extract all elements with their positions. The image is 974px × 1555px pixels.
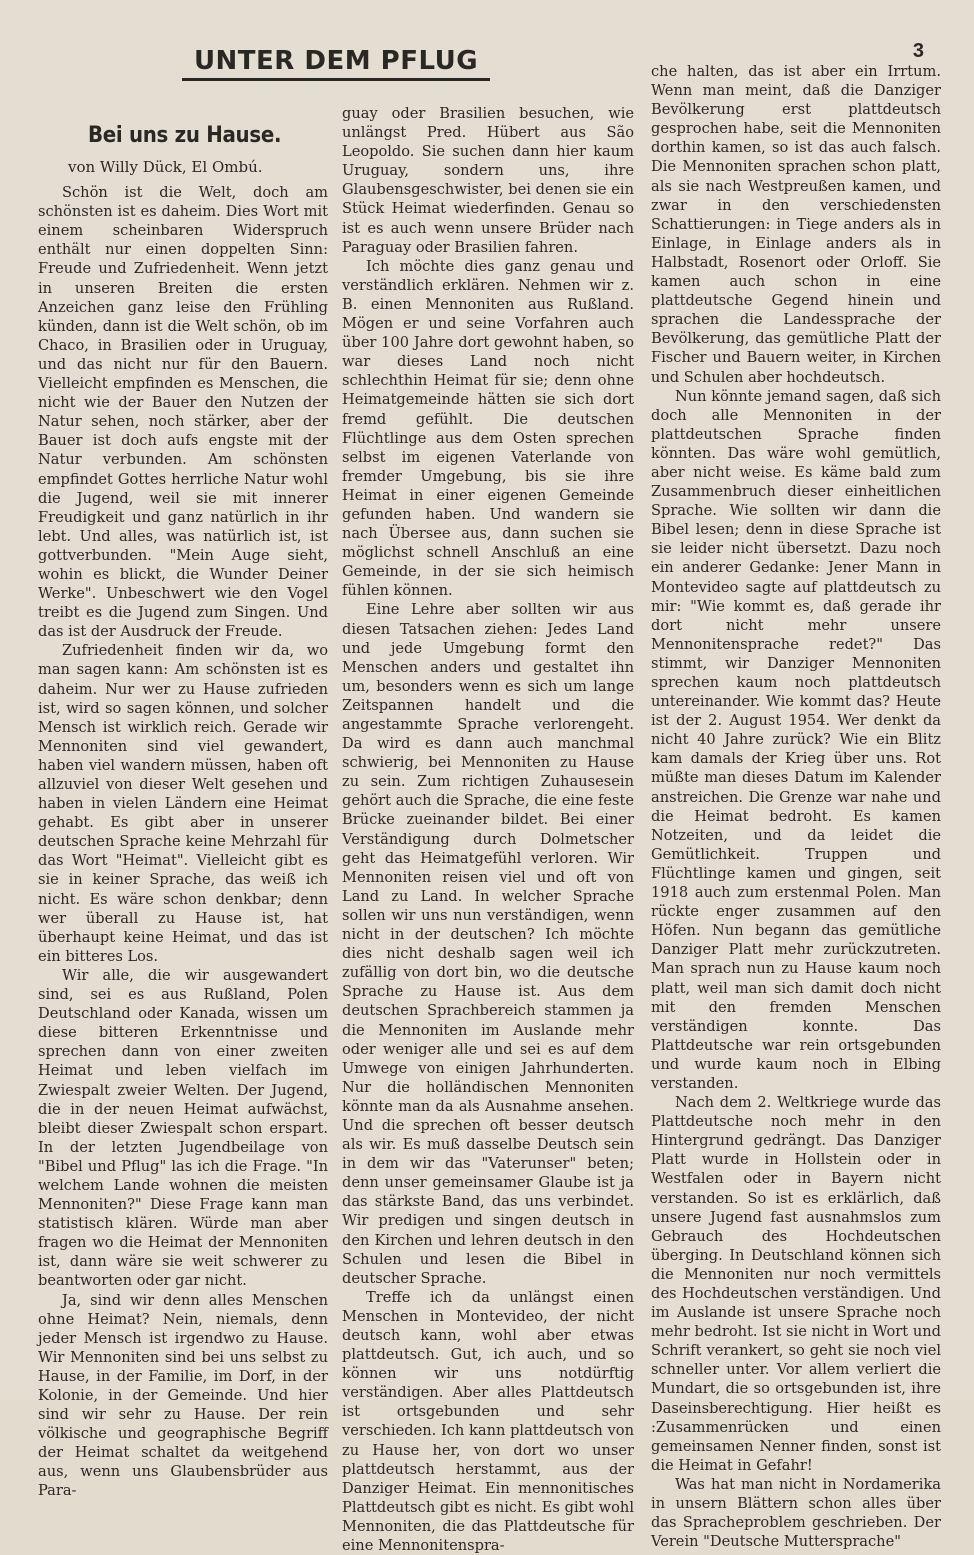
byline: von Willy Dück, El Ombú. — [68, 158, 263, 176]
column-3 — [651, 62, 941, 1551]
paragraph: guay oder Brasilien besuchen, wie unlängst Pred. Hübert aus São Leopoldo. Sie suchen dann hier kaum Uruguay, sondern uns, ihre Glaubensgeschwister, bei denen sie ein Stück Heimat wiederfinden. Genau so ist es auch wenn unsere Brüder nach Paraguay oder Brasilien fahren. — [342, 105, 634, 256]
paragraph: che halten, das ist aber ein Irrtum. Wenn man meint, daß die Danziger Bevölkerung erst plattdeutsch gesprochen habe, seit die Mennoniten dorthin kamen, so ist das auch falsch. Die Mennoniten sprachen schon platt, als sie nach Westpreußen kamen, und zwar in den verschiedensten Schattierungen: in Tiege anders als in Einlage, in Einlage anders als in Halbstadt, Rosenort oder Orloff. Sie kamen auch schon in eine plattdeutsche Gegend hinein und sprachen die Landessprache der Bevölkerung, das gemütliche Platt der Fischer und Bauern weiter, in Kirchen und Schulen aber hochdeutsch. — [651, 63, 941, 386]
paragraph: Zufriedenheit finden wir da, wo man sagen kann: Am schönsten ist es daheim. Nur wer zu Hause zufrieden ist, wird so sagen können, und solcher Mensch ist wirklich reich. Gerade wir Mennoniten sind viel gewandert, haben viel wandern müssen, haben oft allzuviel von dieser Welt gesehen und haben in vielen Ländern eine Heimat gehabt. Es gibt aber in unserer deutschen Sprache keine Mehrzahl für das Wort "Heimat". Vielleicht gibt es sie in keiner Sprache, das weiß ich nicht. Es wäre schon denkbar; denn wer überall zu Hause ist, hat überhaupt keine Heimat, und das ist ein bitteres Los. — [38, 642, 328, 965]
masthead: UNTER DEM PFLUG — [182, 46, 490, 81]
column-1 — [38, 114, 328, 1501]
paragraph: Schön ist die Welt, doch am schönsten ist es daheim. Dies Wort mit einem scheinbaren Widerspruch enthält nur einen doppelten Sinn: Freude und Zufriedenheit. Wenn jetzt in unseren Breiten die ersten Anzeichen ganz leise den Frühling künden, dann ist die Welt schön, ob im Chaco, in Brasilien oder in Uruguay, und das nicht nur für den Bauern. Vielleicht empfinden es Menschen, die nicht wie der Bauer den Nutzen der Natur sehen, noch stärker, aber der Bauer ist doch aufs engste mit der Natur verbunden. Am schönsten empfindet Gottes herrliche Natur wohl die Jugend, weil sie mit innerer Freudigkeit und ganz natürlich in ihr lebt. Und alles, was natürlich ist, ist gottverbunden. "Mein Auge sieht, wohin es blickt, die Wunder Deiner Werke". Unbeschwert wie den Vogel treibt es die Jugend zum Singen. Und das ist der Ausdruck der Freude. — [38, 184, 328, 641]
paragraph: Was hat man nicht in Nordamerika in unsern Blättern schon alles über das Spracheproblem geschrieben. Der Verein "Deutsche Muttersprache" — [651, 1475, 941, 1551]
paragraph: Eine Lehre aber sollten wir aus diesen Tatsachen ziehen: Jedes Land und jede Umgebung formt den Menschen anders und gestaltet ihn um, besonders wenn es sich um lange Zeitspannen handelt und die angestammte Sprache verlorengeht. Da wird es dann auch manchmal schwierig, bei Mennoniten zu Hause zu sein. Zum richtigen Zuhausesein gehört auch die Sprache, die eine feste Brücke zueinander bildet. Bei einer Verständigung durch Dolmetscher geht das Heimatgefühl verloren. Wir Mennoniten reisen viel und oft von Land zu Land. In welcher Sprache sollen wir uns nun verständigen, wenn nicht in der deutschen? Ich möchte dies nicht deshalb sagen weil ich zufällig von dort bin, wo die deutsche Sprache zu Hause ist. Aus dem deutschen Sprachbereich stammen ja die Mennoniten im Auslande mehr oder weniger alle und sei es auf dem Umwege von einigen Jahrhunderten. Nur die holländischen Mennoniten könnte man da als Ausnahme ansehen. Und die sprechen oft besser deutsch als wir. Es muß dasselbe Deutsch sein in dem wir das "Vaterunser" beten; denn unser gemeinsamer Glaube ist ja das stärkste Band, das uns verbindet. Wir predigen und singen deutsch in den Kirchen und lehren deutsch in den Schulen und lesen die Bibel in deutscher Sprache. — [342, 601, 634, 1287]
article-title: Bei uns zu Hause. — [88, 123, 282, 148]
page-number: 3 — [912, 40, 924, 62]
paragraph: Nun könnte jemand sagen, daß sich doch alle Mennoniten in der plattdeutschen Sprache finden könnten. Das wäre wohl gemütlich, aber nicht weise. Es käme bald zum Zusammenbruch dieser einheitlichen Sprache. Wie sollten wir dann die Bibel lesen; denn in diese Sprache ist sie leider nicht übersetzt. Dazu noch ein anderer Gedanke: Jener Mann in Montevideo sagte auf plattdeutsch zu mir: "Wie kommt es, daß gerade ihr dort nicht mehr unsere Mennonitensprache redet?" Das stimmt, wir Danziger Mennoniten sprechen kaum noch plattdeutsch untereinander. Wie kommt das? Heute ist der 2. August 1954. Wer denkt da nicht 40 Jahre zurück? Wie ein Blitz kam damals der Krieg über uns. Rot müßte man dieses Datum im Kalender anstreichen. Die Grenze war nahe und die Heimat bedroht. Es kamen Notzeiten, und da leidet die Gemütlichkeit. Truppen und Flüchtlinge kamen und gingen, seit 1918 auch zum erstenmal Polen. Man rückte enger zusammen auf den Höfen. Nun begann das gemütliche Danziger Platt mehr zurückzutreten. Man sprach nun zu Hause kaum noch platt, weil man sich damit doch nicht mit den fremden Menschen verständigen konnte. Das Plattdeutsche war rein ortsgebunden und wurde kaum noch in Elbing verstanden. — [651, 387, 941, 1092]
paragraph: Nach dem 2. Weltkriege wurde das Plattdeutsche noch mehr in den Hintergrund gedrängt. Das Danziger Platt wurde in Hollstein oder in Westfalen oder in Bayern nicht verstanden. So ist es erklärlich, daß unsere Jugend fast ausnahmslos zum Gebrauch des Hochdeutschen überging. In Deutschland können sich die Mennoniten nur noch vermittels des Hochdeutschen verständigen. Und im Auslande ist unsere Sprache noch mehr bedroht. Ist sie nicht in Wort und Schrift verankert, so geht sie noch viel schneller unter. Vor allem verliert die Mundart, die so ortsgebunden ist, ihre Daseinsberechtigung. Hier heißt es :Zusammenrücken und einen gemeinsamen Nenner finden, sonst ist die Heimat in Gefahr! — [651, 1094, 941, 1474]
paragraph: Ich möchte dies ganz genau und verständlich erklären. Nehmen wir z. B. einen Mennoniten aus Rußland. Mögen er und seine Vorfahren auch über 100 Jahre dort gewohnt haben, so war dieses Land noch nicht schlechthin Heimat für sie; denn ohne Heimatgemeinde hätten sie sich dort fremd gefühlt. Die deutschen Flüchtlinge aus dem Osten sprechen selbst im eigenen Vaterlande von fremder Umgebung, bis sie ihre Heimat in einer eigenen Gemeinde gefunden haben. Und wandern sie nach Übersee aus, dann suchen sie möglichst schnell Anschluß an eine Gemeinde, in der sie sich heimisch fühlen können. — [342, 257, 634, 600]
column-2 — [342, 104, 634, 1555]
paragraph: Wir alle, die wir ausgewandert sind, sei es aus Rußland, Polen Deutschland oder Kanada, wissen um diese bitteren Erkenntnisse und sprechen dann von einer zweiten Heimat und leben vielfach im Zwiespalt zweier Welten. Der Jugend, die in der neuen Heimat aufwächst, bleibt dieser Zwiespalt schon erspart. In der letzten Jugendbeilage von "Bibel und Pflug" las ich die Frage. "In welchem Lande wohnen die meisten Mennoniten?" Diese Frage kann man statistisch klären. Würde man aber fragen wo die Heimat der Mennoniten ist, dann wäre sie weit schwerer zu beantworten oder gar nicht. — [38, 966, 328, 1290]
paragraph: Ja, sind wir denn alles Menschen ohne Heimat? Nein, niemals, denn jeder Mensch ist irgendwo zu Hause. Wir Mennoniten sind bei uns selbst zu Hause, in der Familie, im Dorf, in der Kolonie, in der Gemeinde. Und hier sind wir sehr zu Hause. Der rein völkische und geographische Begriff der Heimat schaltet da weitgehend aus, wenn uns Glaubensbrüder aus Para- — [38, 1291, 328, 1500]
paragraph: Treffe ich da unlängst einen Menschen in Montevideo, der nicht deutsch kann, wohl aber etwas plattdeutsch. Gut, ich auch, und so können wir uns notdürftig verständigen. Aber alles Plattdeutsch ist ortsgebunden und sehr verschieden. Ich kann plattdeutsch von zu Hause her, von dort wo unser plattdeutsch herstammt, aus der Danziger Heimat. Ein mennonitisches Plattdeutsch gibt es nicht. Es gibt wohl Mennoniten, die das Plattdeutsche für eine Mennonitenspra- — [342, 1288, 634, 1555]
